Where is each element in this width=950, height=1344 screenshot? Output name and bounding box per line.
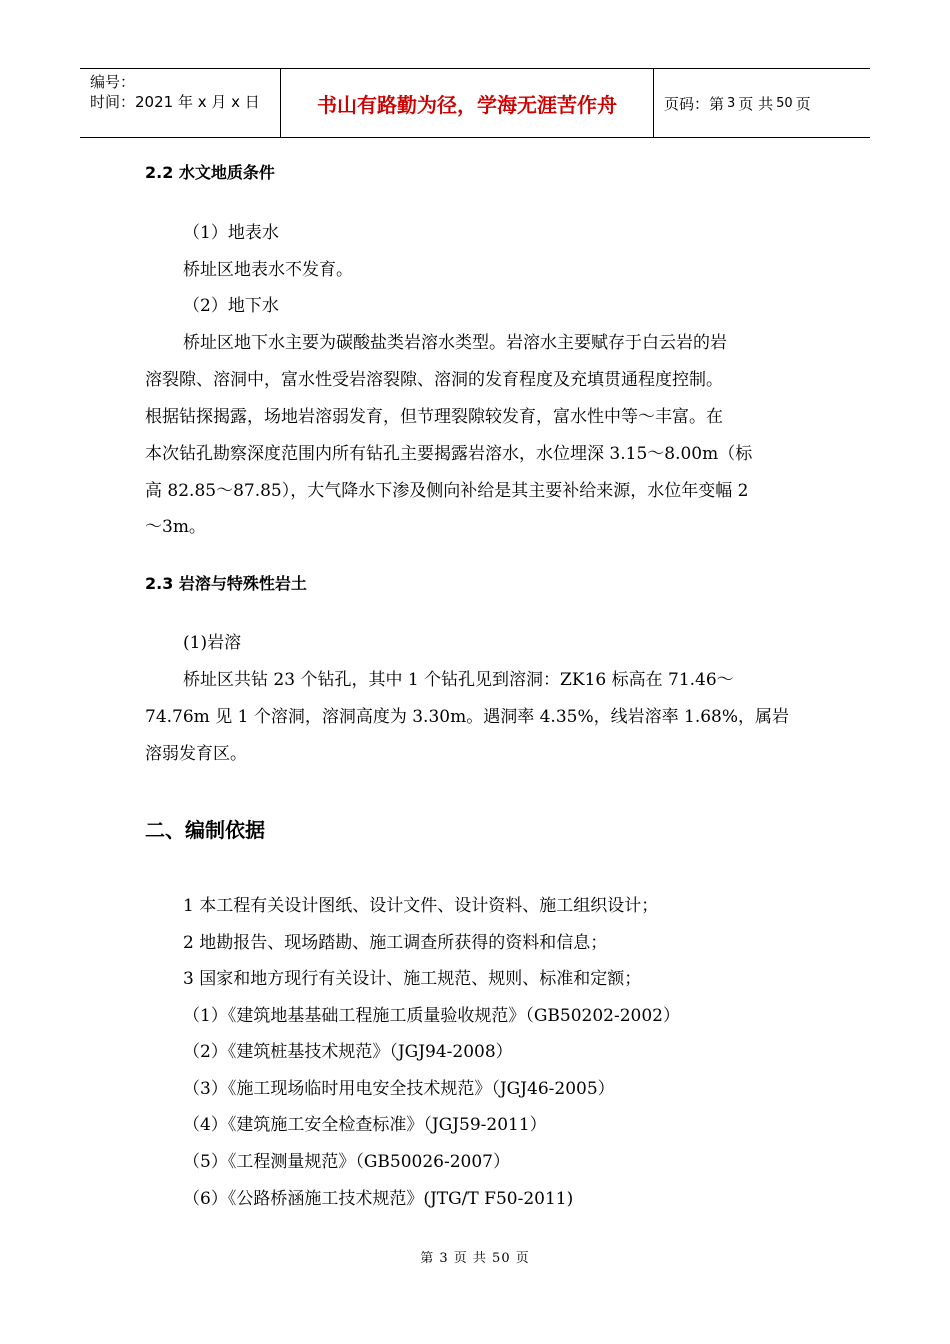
- time-label: 时间：2021 年 x 月 x 日: [90, 93, 260, 111]
- section-basis-title: 二、编制依据: [145, 818, 265, 842]
- paragraph-line: 溶弱发育区。: [145, 744, 247, 764]
- paragraph-line: 溶裂隙、溶洞中，富水性受岩溶裂隙、溶洞的发育程度及充填贯通程度控制。: [145, 370, 723, 390]
- page-prefix: 页码：第: [664, 94, 725, 113]
- header-page-info: [654, 69, 870, 137]
- page-mid: 页 共: [738, 94, 774, 113]
- paragraph-line: 本次钻孔勘察深度范围内所有钻孔主要揭露岩溶水，水位埋深 3.15～8.00m（标: [145, 444, 753, 464]
- section-2-2-title: 2.2 水文地质条件: [145, 163, 275, 182]
- paragraph-line: 桥址区地下水主要为碳酸盐类岩溶水类型。岩溶水主要赋存于白云岩的岩: [183, 333, 727, 353]
- paragraph-line: 桥址区共钻 23 个钻孔，其中 1 个钻孔见到溶洞：ZK16 标高在 71.46～: [183, 670, 734, 690]
- basis-item: （2）《建筑桩基技术规范》（JGJ94-2008）: [183, 1042, 513, 1062]
- basis-item: （3）《施工现场临时用电安全技术规范》（JGJ46-2005）: [183, 1079, 615, 1099]
- surface-water-text: 桥址区地表水不发育。: [183, 260, 353, 280]
- header-motto: 书山有路勤为径，学海无涯苦作舟: [281, 69, 654, 137]
- basis-item: （1）《建筑地基基础工程施工质量验收规范》（GB50202-2002）: [183, 1006, 680, 1026]
- page-footer: 第 3 页 共 50 页: [420, 1251, 530, 1266]
- basis-item: （4）《建筑施工安全检查标准》（JGJ59-2011）: [183, 1115, 547, 1135]
- subheading-karst: (1)岩溶: [183, 633, 242, 653]
- basis-item: 1 本工程有关设计图纸、设计文件、设计资料、施工组织设计；: [183, 896, 659, 916]
- paragraph-line: 根据钻探揭露，场地岩溶弱发育，但节理裂隙较发育，富水性中等～丰富。在: [145, 407, 723, 427]
- paragraph-line: ～3m。: [145, 517, 206, 537]
- serial-label: 编号：: [90, 73, 136, 91]
- subheading-groundwater: （2）地下水: [183, 296, 279, 316]
- basis-item: 3 国家和地方现行有关设计、施工规范、规则、标准和定额；: [183, 969, 642, 989]
- subheading-surface-water: （1）地表水: [183, 223, 279, 243]
- page-header: [80, 68, 870, 138]
- basis-item: （5）《工程测量规范》（GB50026-2007）: [183, 1152, 510, 1172]
- page-suffix: 页: [795, 94, 811, 113]
- header-meta: [80, 69, 281, 137]
- basis-item: （6）《公路桥涵施工技术规范》(JTG/T F50-2011): [183, 1189, 574, 1209]
- paragraph-line: 74.76m 见 1 个溶洞，溶洞高度为 3.30m。遇洞率 4.35%，线岩溶率 1.68%，属岩: [145, 707, 790, 727]
- basis-item: 2 地勘报告、现场踏勘、施工调查所获得的资料和信息；: [183, 933, 608, 953]
- page-current: 3: [727, 95, 736, 111]
- page-total: 50: [776, 95, 793, 111]
- paragraph-line: 高 82.85～87.85），大气降水下渗及侧向补给是其主要补给来源，水位年变幅 2: [145, 481, 749, 501]
- section-2-3-title: 2.3 岩溶与特殊性岩土: [145, 574, 307, 593]
